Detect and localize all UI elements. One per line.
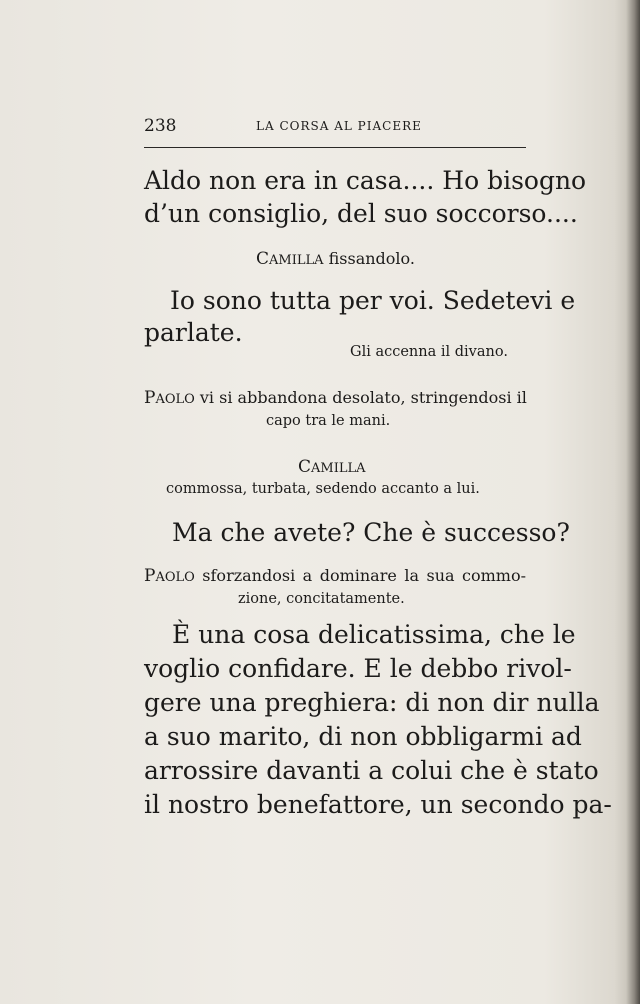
text-line-4: parlate. bbox=[144, 318, 243, 347]
text-line-11: il nostro benefattore, un secondo pa- bbox=[144, 790, 612, 819]
stage-direction-continued-2: zione, concitatamente. bbox=[238, 591, 405, 607]
character-name-rest: AOLO bbox=[155, 570, 195, 585]
character-name-initial: P bbox=[144, 566, 156, 586]
stage-cue-camilla-1 bbox=[256, 249, 415, 269]
character-name-rest: AMILLA bbox=[311, 461, 366, 476]
page-number: 238 bbox=[144, 116, 177, 136]
text-line-7: voglio confidare. E le debbo rivol- bbox=[144, 654, 572, 683]
character-name-rest: AMILLA bbox=[269, 253, 324, 268]
text-line-6: È una cosa delicatissima, che le bbox=[172, 620, 576, 649]
text-line-10: arrossire davanti a colui che è stato bbox=[144, 756, 599, 785]
text-line-3: Io sono tutta per voi. Sedetevi e bbox=[170, 286, 576, 315]
stage-cue-paolo-2 bbox=[144, 566, 526, 586]
character-name-initial: C bbox=[256, 249, 270, 269]
text-line-8: gere una preghiera: di non dir nulla bbox=[144, 688, 600, 717]
character-name-initial: P bbox=[144, 388, 156, 408]
stage-direction: fissandolo. bbox=[328, 249, 415, 268]
stage-direction-commossa: commossa, turbata, sedendo accanto a lui. bbox=[166, 481, 480, 497]
header-rule bbox=[144, 147, 526, 148]
character-name-initial: C bbox=[298, 457, 312, 477]
text-line-5: Ma che avete? Che è successo? bbox=[172, 518, 570, 547]
text-line-1: Aldo non era in casa.... Ho bisogno bbox=[144, 166, 587, 195]
page-edge-shadow bbox=[626, 0, 640, 1004]
stage-direction-divano: Gli accenna il divano. bbox=[350, 344, 508, 360]
text-line-9: a suo marito, di non obbligarmi ad bbox=[144, 722, 582, 751]
stage-direction: vi si abbandona desolato, stringendosi il bbox=[199, 388, 527, 407]
stage-direction-continued: capo tra le mani. bbox=[266, 413, 391, 429]
running-title: LA CORSA AL PIACERE bbox=[256, 119, 422, 133]
text-line-2: d’un consiglio, del suo soccorso.... bbox=[144, 199, 578, 228]
stage-direction: sforzandosi a dominare la sua commo- bbox=[202, 566, 526, 585]
stage-cue-camilla-2-name bbox=[298, 457, 366, 477]
page-header bbox=[144, 116, 526, 138]
character-name-rest: AOLO bbox=[155, 392, 195, 407]
stage-cue-paolo-1 bbox=[144, 388, 526, 408]
